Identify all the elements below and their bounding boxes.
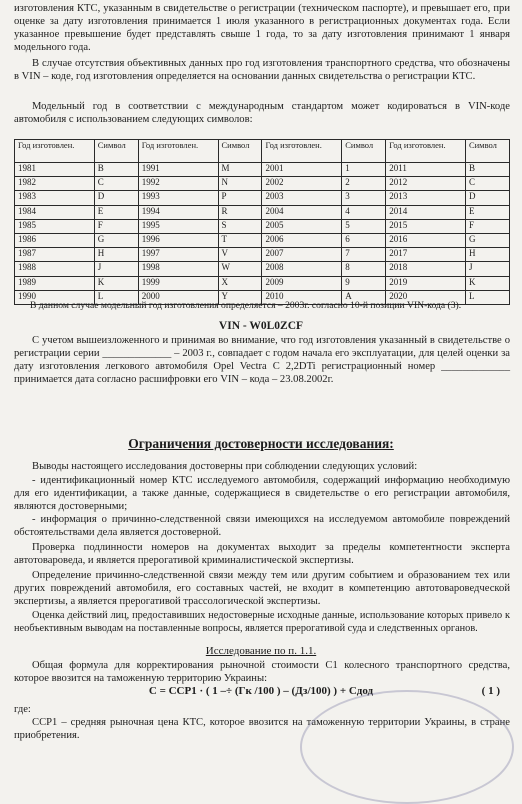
limitations-intro: Выводы настоящего исследования достоверны при соблюдении следующих условий: bbox=[32, 461, 418, 472]
symbol-cell: 4 bbox=[342, 205, 386, 219]
year-cell: 1995 bbox=[138, 219, 218, 233]
symbol-cell: F bbox=[465, 219, 509, 233]
table-row bbox=[15, 219, 510, 233]
table-header-cell: Год изготовлен. bbox=[138, 140, 218, 163]
symbol-cell: 1 bbox=[342, 163, 386, 177]
year-cell: 1988 bbox=[15, 262, 95, 276]
year-cell: 1992 bbox=[138, 177, 218, 191]
symbol-cell: 7 bbox=[342, 248, 386, 262]
table-row bbox=[15, 248, 510, 262]
where-label: где: bbox=[14, 704, 31, 715]
year-cell: 1984 bbox=[15, 205, 95, 219]
table-header-row bbox=[15, 140, 510, 163]
year-cell: 2020 bbox=[386, 290, 466, 304]
definition-paragraph: ССР1 – средняя рыночная цена КТС, которое ввозится на таможенную территории Украины, в стране приобретения. bbox=[14, 717, 510, 741]
year-cell: 1991 bbox=[138, 163, 218, 177]
symbol-cell: N bbox=[218, 177, 262, 191]
table-body bbox=[15, 163, 510, 305]
symbol-cell: B bbox=[465, 163, 509, 177]
table-row bbox=[15, 191, 510, 205]
year-cell: 2014 bbox=[386, 205, 466, 219]
table-row bbox=[15, 233, 510, 247]
section-title-limitations: Ограничения достоверности исследования: bbox=[128, 436, 394, 451]
year-cell: 1983 bbox=[15, 191, 95, 205]
year-cell: 1989 bbox=[15, 276, 95, 290]
symbol-cell: A bbox=[342, 290, 386, 304]
year-cell: 2007 bbox=[262, 248, 342, 262]
year-cell: 2002 bbox=[262, 177, 342, 191]
year-cell: 2013 bbox=[386, 191, 466, 205]
stamp-mark bbox=[300, 690, 514, 804]
year-cell: 1990 bbox=[15, 290, 95, 304]
table-header-cell: Символ bbox=[342, 140, 386, 163]
symbol-cell: S bbox=[218, 219, 262, 233]
year-cell: 2003 bbox=[262, 191, 342, 205]
year-cell: 1986 bbox=[15, 233, 95, 247]
year-cell: 1998 bbox=[138, 262, 218, 276]
vin-heading: VIN - W0L0ZCF bbox=[218, 320, 304, 332]
year-cell: 1985 bbox=[15, 219, 95, 233]
symbol-cell: K bbox=[465, 276, 509, 290]
year-cell: 2015 bbox=[386, 219, 466, 233]
vin-conclusion-paragraph: С учетом вышеизложенного и принимая во внимание, что год изготовления указанный в свидетельстве о регистрации серии _____________ – 2003 г., совпадает с годом начала его эксплуатации, для целей оценки за дату изготовления легкового автомобиля Opel Vectra C 2,2DTi регистрационный номер _____________ принимается дата согласно расшифровки его VIN – кода – 23.08.2002г. bbox=[14, 335, 510, 385]
symbol-cell: E bbox=[94, 205, 138, 219]
table-header-cell: Символ bbox=[465, 140, 509, 163]
table-header-cell: Год изготовлен. bbox=[15, 140, 95, 163]
table-header-cell: Год изготовлен. bbox=[262, 140, 342, 163]
year-cell: 2009 bbox=[262, 276, 342, 290]
table-header-cell: Год изготовлен. bbox=[386, 140, 466, 163]
intro-paragraph-3: Модельный год в соответствии с международным стандартом может кодироваться в VIN-коде автомобиля с использованием следующих символов: bbox=[14, 101, 510, 125]
year-cell: 2001 bbox=[262, 163, 342, 177]
limitations-paragraph-6: Оценка действий лиц, предоставивших недостоверные исходные данные, использование которых привело к необъективным выводам на поставленные вопросы, является прерогативой суда и следственных органов. bbox=[14, 610, 510, 634]
limitations-item-2: - информация о причинно-следственной связи имеющихся на исследуемом автомобиле повреждений обстоятельствами дела является достоверной. bbox=[14, 514, 510, 538]
formula: С = ССР1 · ( 1 –÷ (Гк /100 ) – (Дз/100) ) + Сдод bbox=[148, 685, 374, 697]
symbol-cell: 3 bbox=[342, 191, 386, 205]
year-cell: 1993 bbox=[138, 191, 218, 205]
year-cell: 2019 bbox=[386, 276, 466, 290]
symbol-cell: 2 bbox=[342, 177, 386, 191]
year-cell: 2012 bbox=[386, 177, 466, 191]
symbol-cell: K bbox=[94, 276, 138, 290]
year-cell: 1987 bbox=[15, 248, 95, 262]
year-cell: 1982 bbox=[15, 177, 95, 191]
year-cell: 1994 bbox=[138, 205, 218, 219]
symbol-cell: L bbox=[465, 290, 509, 304]
limitations-paragraph-5: Определение причинно-следственной связи между тем или другим событием и образованием тех или других повреждений автомобиля, его составных частей, не входит в компетенцию автотовароведческой экспертизы, а является прерогативой трассологической экспертизы. bbox=[14, 570, 510, 607]
symbol-cell: Y bbox=[218, 290, 262, 304]
year-cell: 2018 bbox=[386, 262, 466, 276]
symbol-cell: D bbox=[465, 191, 509, 205]
symbol-cell: W bbox=[218, 262, 262, 276]
model-year-table bbox=[14, 139, 510, 305]
year-cell: 2011 bbox=[386, 163, 466, 177]
limitations-item-1: - идентификационный номер КТС исследуемого автомобиля, содержащий информацию необходимую для его идентификации, а также данные, содержащиеся в свидетельстве о его регистрации автомобиля, являются достоверными; bbox=[14, 475, 510, 512]
symbol-cell: D bbox=[94, 191, 138, 205]
symbol-cell: G bbox=[94, 233, 138, 247]
symbol-cell: C bbox=[94, 177, 138, 191]
year-cell: 1999 bbox=[138, 276, 218, 290]
year-cell: 2004 bbox=[262, 205, 342, 219]
symbol-cell: R bbox=[218, 205, 262, 219]
symbol-cell: X bbox=[218, 276, 262, 290]
year-cell: 2005 bbox=[262, 219, 342, 233]
symbol-cell: 5 bbox=[342, 219, 386, 233]
symbol-cell: 8 bbox=[342, 262, 386, 276]
year-cell: 2016 bbox=[386, 233, 466, 247]
research-paragraph-1: Общая формула для корректирования рыночной стоимости С1 колесного транспортного средства, которое ввозится на таможенную территорию Украины: bbox=[14, 660, 510, 684]
symbol-cell: 9 bbox=[342, 276, 386, 290]
year-cell: 2000 bbox=[138, 290, 218, 304]
limitations-paragraph-4: Проверка подлинности номеров на документах выходит за пределы компетентности эксперта автотовароведа, и является прерогативой криминалистической экспертизы. bbox=[14, 542, 510, 566]
table-header-cell: Символ bbox=[218, 140, 262, 163]
section-title-research: Исследование по п. 1.1. bbox=[205, 645, 317, 657]
table-row bbox=[15, 163, 510, 177]
table-row bbox=[15, 276, 510, 290]
symbol-cell: V bbox=[218, 248, 262, 262]
symbol-cell: P bbox=[218, 191, 262, 205]
symbol-cell: F bbox=[94, 219, 138, 233]
symbol-cell: G bbox=[465, 233, 509, 247]
symbol-cell: T bbox=[218, 233, 262, 247]
symbol-cell: 6 bbox=[342, 233, 386, 247]
symbol-cell: L bbox=[94, 290, 138, 304]
table-row bbox=[15, 262, 510, 276]
symbol-cell: H bbox=[94, 248, 138, 262]
year-cell: 2006 bbox=[262, 233, 342, 247]
symbol-cell: E bbox=[465, 205, 509, 219]
symbol-cell: J bbox=[94, 262, 138, 276]
symbol-cell: M bbox=[218, 163, 262, 177]
symbol-cell: B bbox=[94, 163, 138, 177]
equation-number: ( 1 ) bbox=[481, 685, 500, 697]
year-cell: 1997 bbox=[138, 248, 218, 262]
year-cell: 2010 bbox=[262, 290, 342, 304]
year-cell: 2008 bbox=[262, 262, 342, 276]
year-cell: 1996 bbox=[138, 233, 218, 247]
symbol-cell: H bbox=[465, 248, 509, 262]
year-cell: 2017 bbox=[386, 248, 466, 262]
table-row bbox=[15, 205, 510, 219]
table-header-cell: Символ bbox=[94, 140, 138, 163]
intro-paragraph-2: В случае отсутствия объективных данных про год изготовления транспортного средства, что обозначены в VIN – коде, год изготовления определяется на основании данных свидетельства о регистрации КТС. bbox=[14, 58, 510, 82]
table-row bbox=[15, 177, 510, 191]
intro-paragraph-1: изготовления КТС, указанным в свидетельстве о регистрации (техническом паспорте), и превышает его, при оценке за дату изготовления принимается 1 июля указанного в регистрационных документах года. Если указанное превышение будет представлять свыше 1 года, то за дату изготовления принимают 1 января модельного года. bbox=[14, 3, 510, 53]
symbol-cell: J bbox=[465, 262, 509, 276]
symbol-cell: C bbox=[465, 177, 509, 191]
year-cell: 1981 bbox=[15, 163, 95, 177]
table-note: В данном случае модельный год изготовления определяется – 2003г. согласно 10-й позиции VIN-кода (3). bbox=[30, 300, 462, 311]
